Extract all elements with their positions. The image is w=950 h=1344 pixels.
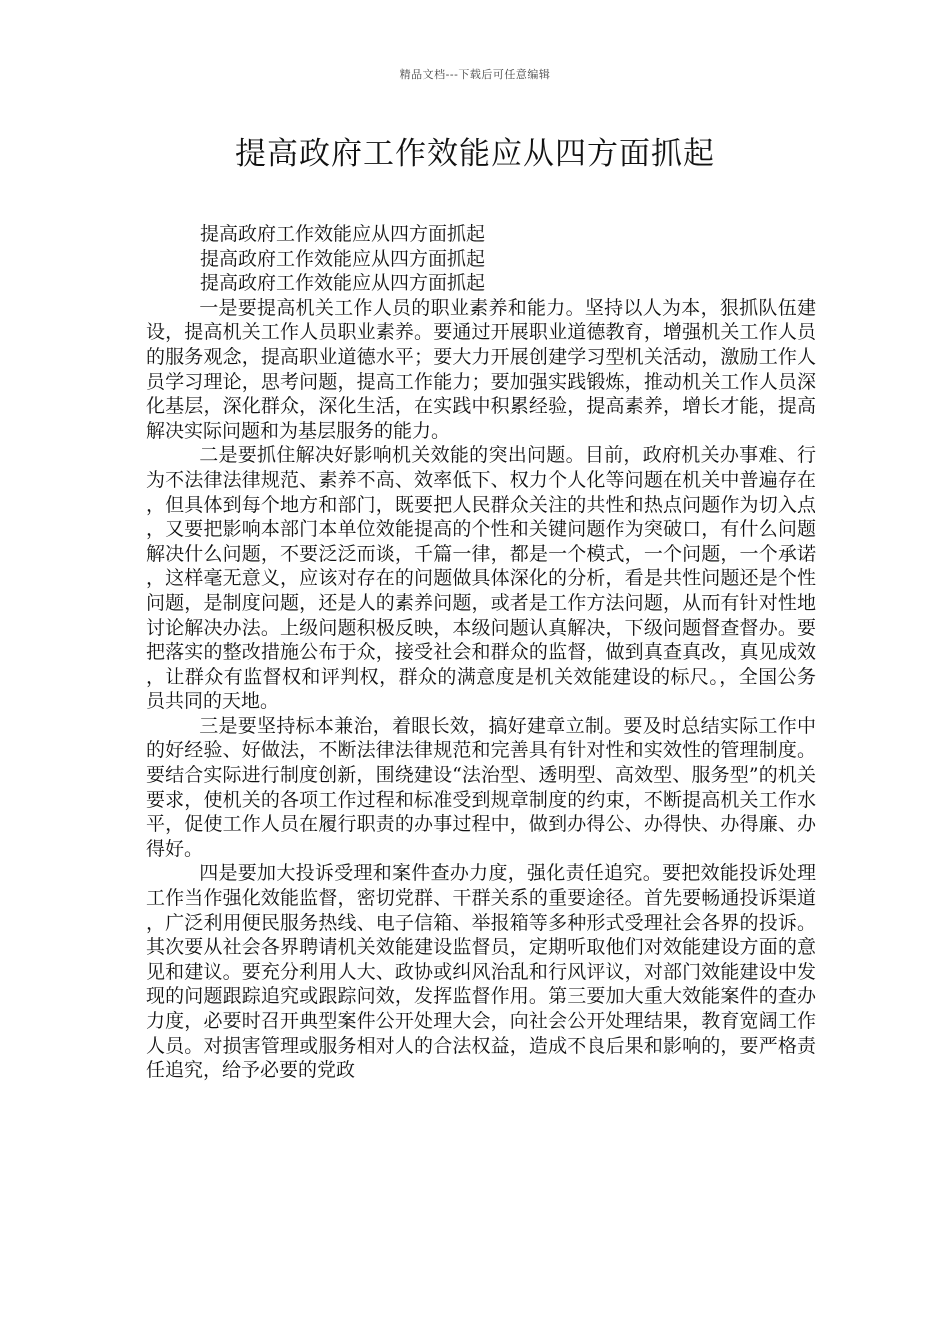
repeated-title-line: 提高政府工作效能应从四方面抓起 (200, 272, 486, 295)
body-paragraph-1: 一是要提高机关工作人员的职业素养和能力。坚持以人为本，狠抓队伍建设，提高机关工作人员职业素养。要通过开展职业道德教育，增强机关工作人员的服务观念，提高职业道德水平；要大力开展创建学习型机关活动，激励工作人员学习理论，思考问题，提高工作能力；要加强实践锻炼，推动机关工作人员深化基层，深化群众，深化生活，在实践中积累经验，提高素养，增长才能，提高解决实际问题和为基层服务的能力。 (146, 296, 816, 442)
body-paragraph-3: 三是要坚持标本兼治，着眼长效，搞好建章立制。要及时总结实际工作中的好经验、好做法，不断法律法律规范和完善具有针对性和实效性的管理制度。要结合实际进行制度创新，围绕建设“法治型、透明型、高效型、服务型”的机关要求，使机关的各项工作过程和标准受到规章制度的约束，不断提高机关工作水平，促使工作人员在履行职责的办事过程中，做到办得公、办得快、办得廉、办得好。 (146, 714, 816, 860)
body-paragraph-2: 二是要抓住解决好影响机关效能的突出问题。目前，政府机关办事难、行为不法律法律规范、素养不高、效率低下、权力个人化等问题在机关中普遍存在，但具体到每个地方和部门，既要把人民群众关注的共性和热点问题作为切入点，又要把影响本部门本单位效能提高的个性和关键问题作为突破口，有什么问题解决什么问题，不要泛泛而谈，千篇一律，都是一个模式，一个问题，一个承诺，这样毫无意义，应该对存在的问题做具体深化的分析，看是共性问题还是个性问题，是制度问题，还是人的素养问题，或者是工作方法问题，从而有针对性地讨论解决办法。上级问题积极反映，本级问题认真解决，下级问题督查督办。要把落实的整改措施公布于众，接受社会和群众的监督，做到真查真改，真见成效，让群众有监督权和评判权，群众的满意度是机关效能建设的标尺。，全国公务员共同的天地。 (146, 444, 816, 713)
repeated-title-line: 提高政府工作效能应从四方面抓起 (200, 247, 486, 270)
document-title: 提高政府工作效能应从四方面抓起 (235, 136, 715, 172)
document-body (146, 222, 816, 1083)
repeated-title-line: 提高政府工作效能应从四方面抓起 (200, 223, 486, 245)
header-note: 精品文档---下载后可任意编辑 (399, 68, 551, 81)
body-paragraph-4: 四是要加大投诉受理和案件查办力度，强化责任追究。要把效能投诉处理工作当作强化效能监督，密切党群、干群关系的重要途径。首先要畅通投诉渠道，广泛利用便民服务热线、电子信箱、举报箱等多种形式受理社会各界的投诉。其次要从社会各界聘请机关效能建设监督员，定期听取他们对效能建设方面的意见和建议。要充分利用人大、政协或纠风治乱和行风评议，对部门效能建设中发现的问题跟踪追究或跟踪问效，发挥监督作用。第三要加大重大效能案件的查办力度，必要时召开典型案件公开处理大会，向社会公开处理结果，教育宽阔工作人员。对损害管理或服务相对人的合法权益，造成不良后果和影响的，要严格责任追究，给予必要的党政 (146, 862, 816, 1082)
